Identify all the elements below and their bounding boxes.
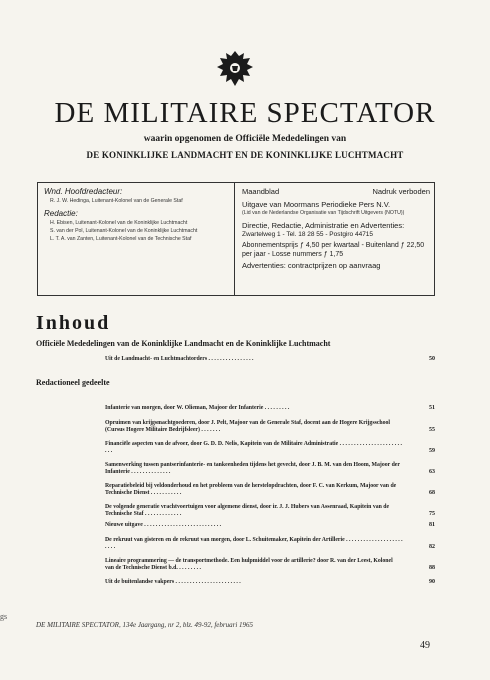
toc-entry-title: Opruimen van krijgsmachtgoederen, door J. Pelt, Majoor van de Generale Staf, docent aan de Hogere Krijgsschool (Cursus Hogere Militaire Bedrijfsleer) . . . . . . . <box>105 420 391 434</box>
toc-entry-title: Lineaire programmering — de transportmethode. Een hulpmiddel voor de artillerie? door R. van der Leest, Kolonel van de Technische Dienst b.d. . . . . . . . . <box>105 558 393 572</box>
monthly-label: Maandblad <box>242 187 280 196</box>
info-box-divider <box>234 183 235 295</box>
address-heading: Directie, Redactie, Administratie en Advertenties: <box>242 221 405 230</box>
toc-entry-title: Uit de Landmacht- en Luchtmachtorders . . . . . . . . . . . . . . . . <box>105 356 254 362</box>
toc-entry <box>105 558 435 573</box>
toc-entry-title: De rekruut van gisteren en de rekruut van morgen, door L. Schuitemaker, Kapitein der Artillerie . . . . . . . . . . . . . . . . . . . . . . . . <box>105 537 403 551</box>
toc-entry <box>105 405 435 412</box>
masthead-info-box <box>37 182 435 296</box>
toc-entry <box>105 504 435 519</box>
toc-entry-page: 59 <box>429 448 435 455</box>
editor-entry: S. van der Pol, Luitenant-Kolonel van de Koninklijke Luchtmacht <box>50 228 198 234</box>
masthead-subtitle-institutions: DE KONINKLIJKE LANDMACHT EN DE KONINKLIJKE LUCHTMACHT <box>86 150 404 160</box>
toc-entry-title: Reparatiebeleid bij veldonderhoud en het probleem van de herstelopdrachten, door F. C. van Kerkum, Majoor van de Technische Dienst . . . . . . . . . . . <box>105 483 397 497</box>
toc-entry <box>105 522 435 529</box>
toc-entry <box>105 420 435 435</box>
editors-list <box>44 220 230 243</box>
advertising-note: Advertenties: contractprijzen op aanvraag <box>242 261 381 270</box>
toc-entry-title: Samenwerking tussen pantserinfanterie- en tankeenheden tijdens het gevecht, door J. B. M. van den Hoom, Majoor der Infanterie . . . . . . . . . . . . . . <box>105 462 400 476</box>
chief-editor-heading: Wnd. Hoofdredacteur: <box>44 187 123 196</box>
subscription-price: Abonnementsprijs ƒ 4,50 per kwartaal - Buitenland ƒ 22,50 per jaar - Losse nummers ƒ 1,75 <box>242 242 425 258</box>
toc-entry <box>105 537 435 552</box>
toc-entry <box>105 462 435 477</box>
heraldic-lion-crest-icon <box>213 48 257 90</box>
toc-entry <box>105 356 435 363</box>
publisher-info <box>242 187 430 271</box>
toc-entry-page: 88 <box>429 565 435 572</box>
toc-entry-page: 81 <box>429 522 435 528</box>
toc-entry-title: Nieuwe uitgave . . . . . . . . . . . . . . . . . . . . . . . . . . . <box>105 522 222 528</box>
toc-entry-page: 82 <box>429 544 435 551</box>
toc-entry-page: 51 <box>429 405 435 411</box>
publisher-name: Uitgave van Moormans Periodieke Pers N.V. <box>242 200 391 209</box>
toc-entry-title: Infanterie van morgen, door W. Olieman, Majoor der Infanterie . . . . . . . . . <box>105 405 290 411</box>
toc-entry-page: 75 <box>429 511 435 518</box>
issue-citation: DE MILITAIRE SPECTATOR, 134e Jaargang, nr 2, blz. 49-92, februari 1965 <box>36 621 254 629</box>
official-section-heading: Officiële Mededelingen van de Koninklijke Landmacht en de Koninklijke Luchtmacht <box>36 339 331 348</box>
editors-heading: Redactie: <box>44 209 78 218</box>
address-line: Zwartelweg 1 - Tel. 18 28 55 - Postgiro 44715 <box>242 231 374 238</box>
toc-entry-title: De volgende generatie vrachtvoertuigen voor algemene dienst, door ir. J. J. Hubers van Assenraad, Kapitein van de Technische Staf . . . . . . . . . . . . . <box>105 504 390 518</box>
toc-entry-title: Uit de buitenlandse vakpers . . . . . . . . . . . . . . . . . . . . . . . <box>105 579 241 585</box>
editorial-board <box>44 187 230 244</box>
publisher-note: (Lid van de Nederlandse Organisatie van Tijdschrift Uitgevers (NOTU)) <box>242 210 405 216</box>
reprint-notice: Nadruk verboden <box>372 187 430 196</box>
toc-entry-page: 90 <box>429 579 435 585</box>
contents-heading: Inhoud <box>36 312 111 334</box>
masthead-title: DE MILITAIRE SPECTATOR <box>54 97 436 129</box>
toc-entry <box>105 483 435 498</box>
toc-entry <box>105 441 435 456</box>
toc-entry-page: 63 <box>429 469 435 476</box>
masthead-subtitle: waarin opgenomen de Officiële Mededelingen van <box>143 134 347 144</box>
editor-entry: H. Ebisen, Luitenant-Kolonel van de Koninklijke Luchtmacht <box>50 220 188 226</box>
toc-entry-page: 68 <box>429 490 435 497</box>
toc-entry-page: 55 <box>429 427 435 434</box>
toc-entry <box>105 579 435 586</box>
toc-entry-title: Financiële aspecten van de afvoer, door G. D. D. Nelis, Kapitein van de Militaire Administratie . . . . . . . . . . . . . . . . . . . . . . . . . <box>105 441 402 455</box>
editorial-section-heading: Redactioneel gedeelte <box>36 378 110 387</box>
chief-editor-name: R. J. W. Hedinga, Luitenant-Kolonel van de Generale Staf <box>50 198 183 204</box>
page-number: 49 <box>420 640 430 651</box>
toc-entry-page: 50 <box>429 356 435 362</box>
margin-mark: gs <box>0 612 8 621</box>
editor-entry: L. T. A. van Zanten, Luitenant-Kolonel van de Technische Staf <box>50 236 192 242</box>
